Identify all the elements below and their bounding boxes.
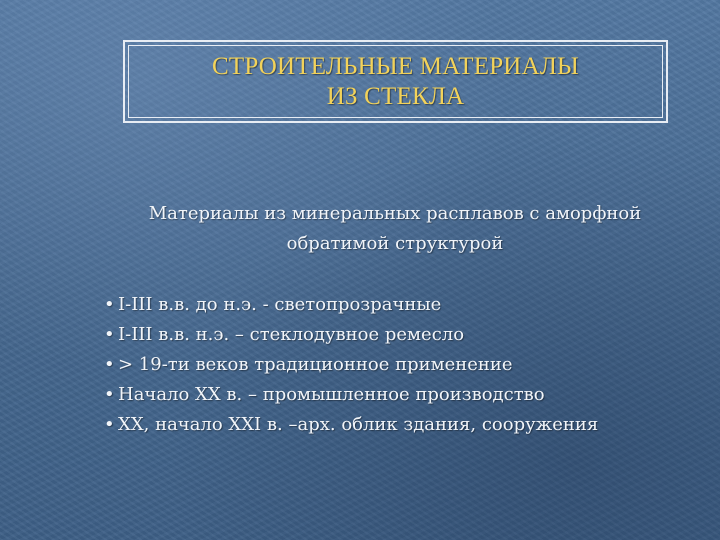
bullet-text: I-III в.в. до н.э. - светопрозрачные bbox=[118, 294, 442, 315]
bullet-item bbox=[104, 350, 714, 380]
intro-text bbox=[95, 199, 695, 259]
bullet-icon: • bbox=[104, 384, 115, 405]
bullet-icon: • bbox=[104, 354, 115, 375]
bullet-item bbox=[104, 410, 714, 440]
title-frame bbox=[123, 40, 668, 123]
bullet-text: Начало XX в. – промышленное производство bbox=[118, 384, 545, 405]
bullet-item bbox=[104, 290, 714, 320]
bullet-text: I-III в.в. н.э. – стеклодувное ремесло bbox=[118, 324, 465, 345]
intro-line-2: обратимой структурой bbox=[286, 233, 504, 254]
bullet-icon: • bbox=[104, 414, 115, 435]
intro-line-1: Материалы из минеральных расплавов с аморфной bbox=[148, 203, 642, 224]
bullet-text: XX, начало XXI в. –арх. облик здания, сооружения bbox=[118, 414, 599, 435]
bullet-icon: • bbox=[104, 324, 115, 345]
bullet-item bbox=[104, 380, 714, 410]
bullet-text: > 19-ти веков традиционное применение bbox=[118, 354, 513, 375]
title-box bbox=[128, 45, 663, 118]
bullet-item bbox=[104, 320, 714, 350]
bullet-list bbox=[104, 290, 714, 440]
bullet-icon: • bbox=[104, 294, 115, 315]
slide-title-line-2: ИЗ СТЕКЛА bbox=[326, 82, 465, 110]
slide-title-line-1: СТРОИТЕЛЬНЫЕ МАТЕРИАЛЫ bbox=[212, 52, 579, 80]
